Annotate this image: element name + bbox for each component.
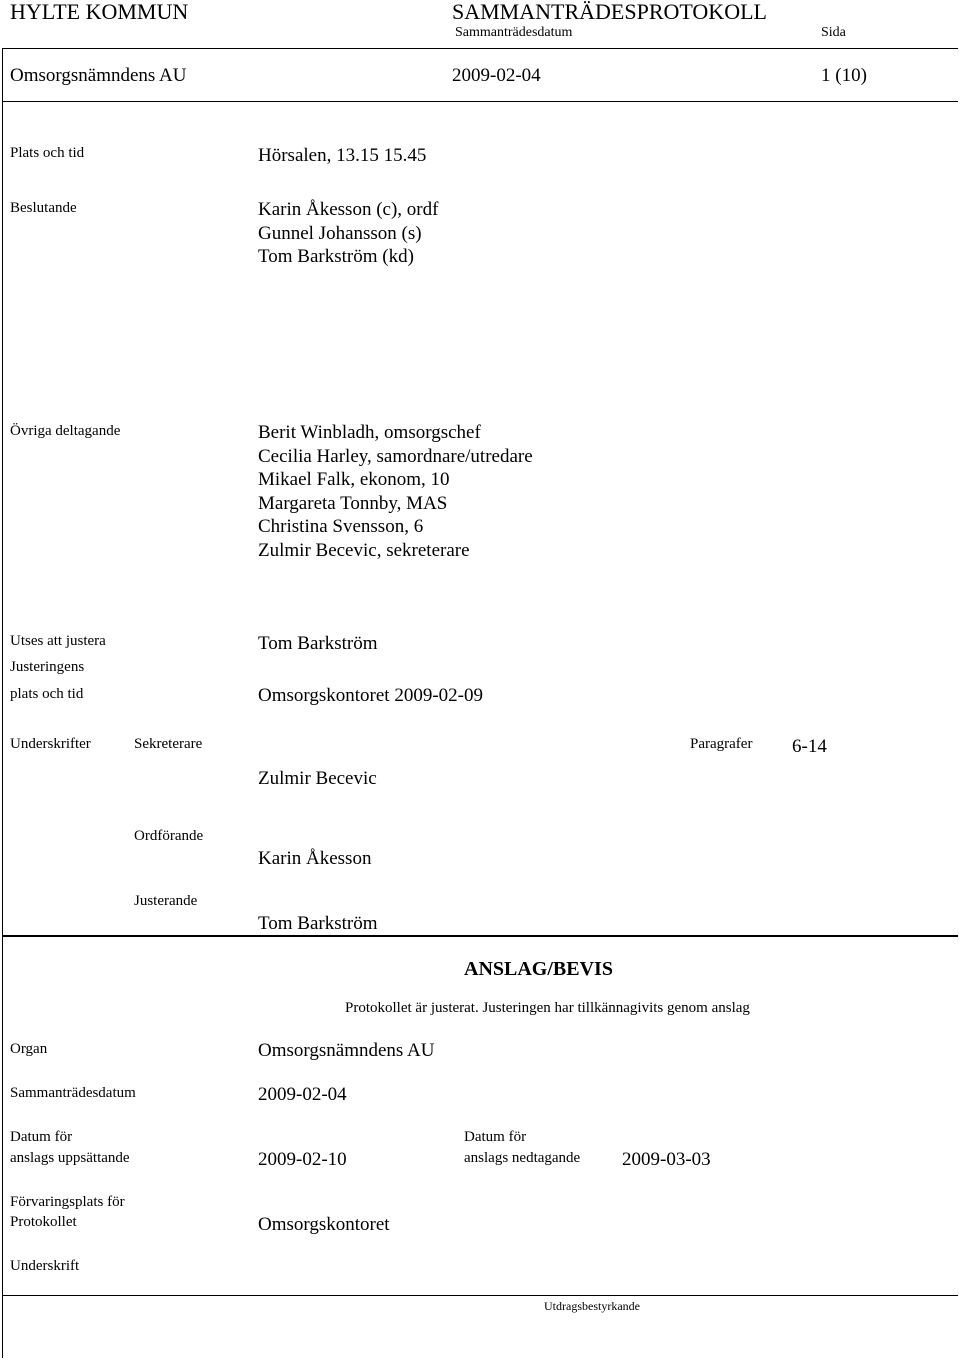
municipality-name: HYLTE KOMMUN	[10, 0, 189, 24]
page-number: 1 (10)	[821, 65, 867, 86]
meeting-date-label: Sammanträdesdatum	[10, 1085, 136, 1101]
organ-value: Omsorgsnämndens AU	[258, 1040, 435, 1061]
secretary-label: Sekreterare	[134, 736, 203, 752]
committee-name: Omsorgsnämndens AU	[10, 65, 187, 86]
deciding-member: Tom Barkström (kd)	[258, 246, 414, 267]
header-rule	[2, 48, 958, 49]
place-time-label: Plats och tid	[10, 145, 85, 161]
signature-rule	[2, 1295, 958, 1296]
deciding-label: Beslutande	[10, 200, 77, 216]
notice-title: ANSLAG/BEVIS	[464, 958, 613, 980]
meeting-date-value: 2009-02-04	[258, 1084, 347, 1105]
sig-adjuster-label: Justerande	[134, 893, 198, 909]
other-participant: Christina Svensson, 6	[258, 516, 424, 537]
adjust-place-value: Omsorgskontoret 2009-02-09	[258, 685, 483, 706]
left-border	[2, 48, 3, 1358]
signatures-label: Underskrifter	[10, 736, 91, 752]
sig-adjuster-name: Tom Barkström	[258, 913, 378, 934]
adjust-label: Utses att justera	[10, 633, 106, 649]
chair-name: Karin Åkesson	[258, 848, 372, 869]
header-bottom-rule	[2, 101, 958, 102]
others-label: Övriga deltagande	[10, 423, 121, 439]
other-participant: Berit Winbladh, omsorgschef	[258, 422, 481, 443]
storage-value: Omsorgskontoret	[258, 1214, 390, 1235]
storage-label-1: Förvaringsplats för	[10, 1194, 125, 1210]
organ-label: Organ	[10, 1041, 48, 1057]
chair-label: Ordförande	[134, 828, 204, 844]
extract-label: Utdragsbestyrkande	[544, 1299, 640, 1313]
place-time-value: Hörsalen, 13.15 15.45	[258, 145, 427, 166]
deciding-member: Gunnel Johansson (s)	[258, 222, 422, 244]
posted-label-1: Datum för	[10, 1129, 73, 1145]
adjuster-name: Tom Barkström	[258, 633, 378, 654]
paragraphs-value: 6-14	[792, 736, 827, 757]
page-label: Sida	[821, 25, 846, 40]
removed-label-2: anslags nedtagande	[464, 1150, 581, 1166]
storage-label-2: Protokollet	[10, 1214, 77, 1230]
removed-date: 2009-03-03	[622, 1149, 711, 1170]
deciding-member: Karin Åkesson (c), ordf	[258, 199, 439, 220]
signature-label: Underskrift	[10, 1258, 80, 1274]
secretary-name: Zulmir Becevic	[258, 768, 377, 789]
adjust-place-label-2: plats och tid	[10, 686, 84, 702]
removed-label-1: Datum för	[464, 1129, 527, 1145]
other-participant: Mikael Falk, ekonom, 10	[258, 469, 450, 490]
notice-statement: Protokollet är justerat. Justeringen har tillkännagivits genom anslag	[345, 1000, 750, 1016]
date-label: Sammanträdesdatum	[455, 25, 573, 40]
other-participant: Zulmir Becevic, sekreterare	[258, 539, 470, 561]
meeting-date: 2009-02-04	[452, 65, 541, 86]
posted-label-2: anslags uppsättande	[10, 1150, 130, 1166]
signatures-rule	[2, 935, 958, 937]
other-participant: Margareta Tonnby, MAS	[258, 492, 448, 514]
posted-date: 2009-02-10	[258, 1149, 347, 1170]
document-type: SAMMANTRÄDESPROTOKOLL	[452, 0, 767, 24]
adjust-place-label-1: Justeringens	[10, 659, 85, 675]
paragraphs-label: Paragrafer	[690, 736, 753, 752]
other-participant: Cecilia Harley, samordnare/utredare	[258, 445, 533, 467]
